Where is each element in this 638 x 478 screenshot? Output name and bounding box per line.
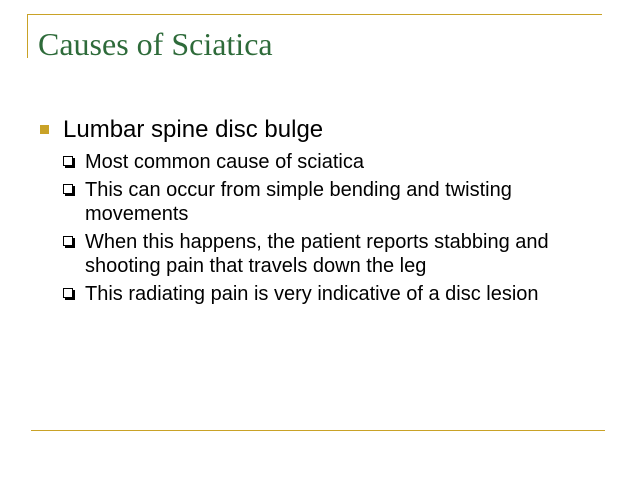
checkbox-bullet-icon xyxy=(63,236,73,246)
slide-content xyxy=(38,114,598,310)
bottom-frame-line xyxy=(31,430,605,431)
slide-title: Causes of Sciatica xyxy=(38,26,273,62)
sub-bullet-text: When this happens, the patient reports stabbing and shooting pain that travels down the leg xyxy=(85,231,549,277)
checkbox-bullet-icon xyxy=(63,288,73,298)
sub-bullet-item xyxy=(38,230,585,278)
bullet-text: Lumbar spine disc bulge xyxy=(63,116,324,143)
sub-bullet-item xyxy=(38,178,585,226)
sub-bullet-text: Most common cause of sciatica xyxy=(85,151,364,173)
checkbox-bullet-icon xyxy=(63,184,73,194)
checkbox-bullet-icon xyxy=(63,156,73,166)
sub-bullet-list xyxy=(38,150,598,306)
square-bullet-icon xyxy=(40,125,49,134)
sub-bullet-item xyxy=(38,150,585,174)
left-frame-line xyxy=(27,14,28,58)
sub-bullet-text: This can occur from simple bending and twisting movements xyxy=(85,179,512,225)
sub-bullet-text: This radiating pain is very indicative of a disc lesion xyxy=(85,283,539,305)
sub-bullet-item xyxy=(38,282,585,306)
bullet-item xyxy=(38,114,598,146)
top-frame-line xyxy=(27,14,602,15)
